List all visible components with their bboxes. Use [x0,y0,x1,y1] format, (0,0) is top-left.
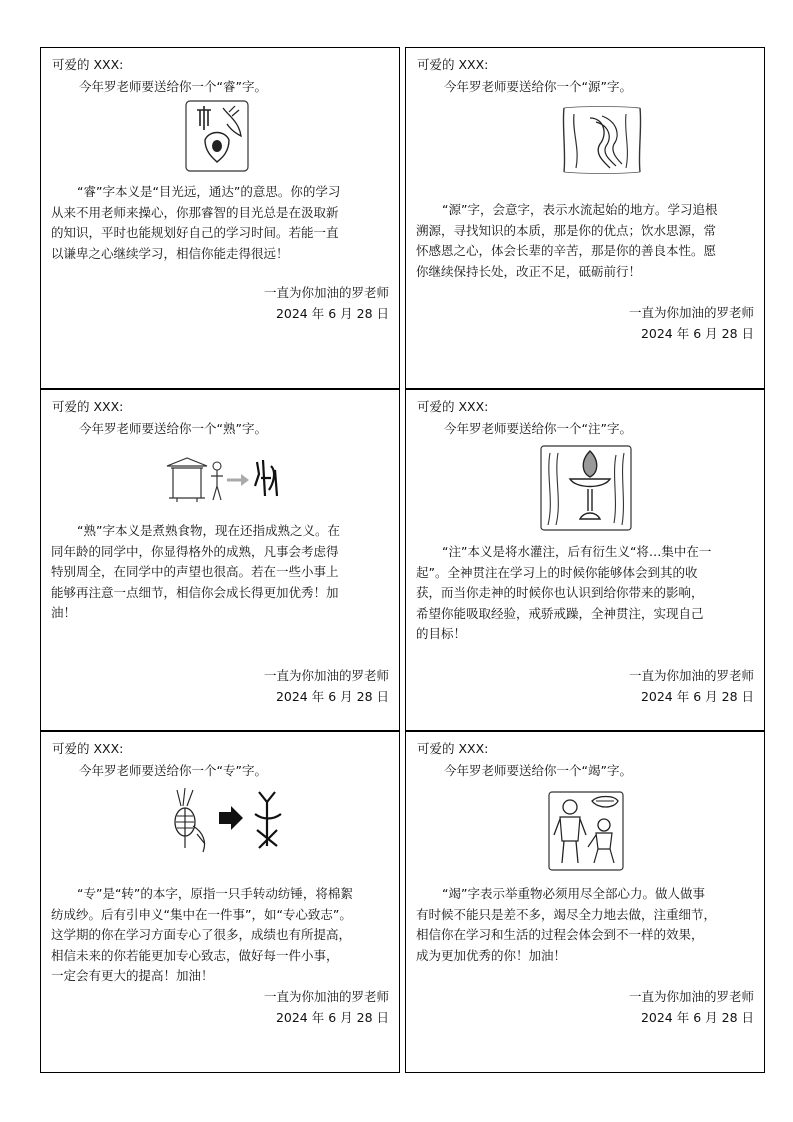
card-greeting: 可爱的 XXX: [417,57,489,72]
card-intro: 今年罗老师要送给你一个“注”字。 [444,421,632,436]
body-line: 纺成纱。后有引申义“集中在一件事”，如“专心致志”。 [51,906,352,922]
card-intro: 今年罗老师要送给你一个“熟”字。 [79,421,267,436]
card-signature-block [629,303,754,344]
date: 2024 年 6 月 28 日 [640,325,754,341]
card-signature-block [629,666,754,707]
card-body [51,521,391,624]
body-line: “熟”字本义是煮熟食物，现在还指成熟之义。在 [77,523,340,538]
body-line: 起”。全神贯注在学习上的时候你能够体会到其的收 [416,564,698,580]
card-signature-block [264,283,389,324]
card-intro: 今年罗老师要送给你一个“源”字。 [444,79,632,94]
body-line: 溯源，寻找知识的本质，那是你的优点；饮水思源，常 [416,222,717,238]
date: 2024 年 6 月 28 日 [640,1009,754,1025]
body-line: “注”本义是将水灌注，后有衍生义“将…集中在一 [442,544,712,559]
card-intro: 今年罗老师要送给你一个“竭”字。 [444,763,632,778]
body-line: “竭”字表示举重物必须用尽全部心力。做人做事 [442,886,705,901]
signature: 一直为你加油的罗老师 [628,989,754,1004]
letter-card-shu [40,389,400,731]
card-body [416,542,756,645]
card-body [416,200,756,282]
card-signature-block [264,987,389,1028]
body-line: 这学期的你在学习方面专心了很多，成绩也有所提高， [51,927,352,942]
date: 2024 年 6 月 28 日 [275,688,389,704]
card-intro: 今年罗老师要送给你一个“专”字。 [79,763,267,778]
body-line: 相信未来的你若能更加专心致志，做好每一件小事， [51,947,339,963]
letter-card-yuan [405,47,765,389]
letter-card-jie [405,731,765,1073]
date: 2024 年 6 月 28 日 [640,688,754,704]
body-line: “源”字，会意字，表示水流起始的地方。学习追根 [442,202,718,217]
body-line: 从来不用老师来操心，你那睿智的目光总是在汲取新 [51,204,339,220]
body-line: 成为更加优秀的你！加油！ [416,947,567,963]
body-line: “睿”字本义是“目光远，通达”的意思。你的学习 [77,184,341,199]
zhu-character-illustration [540,445,632,531]
date: 2024 年 6 月 28 日 [275,305,389,321]
signature: 一直为你加油的罗老师 [628,305,754,320]
card-signature-block [629,987,754,1028]
card-greeting: 可爱的 XXX: [52,741,124,756]
date: 2024 年 6 月 28 日 [275,1009,389,1025]
body-line: 一定会有更大的提高！加油！ [51,968,214,983]
body-line: 怀感恩之心，体会长辈的辛苦，那是你的善良本性。愿 [416,243,717,258]
body-line: 的目标！ [416,626,467,641]
body-line: 有时候不能只是差不多，竭尽全力地去做，注重细节， [416,906,717,922]
letter-card-rui [40,47,400,389]
card-greeting: 可爱的 XXX: [417,741,489,756]
card-intro: 今年罗老师要送给你一个“睿”字。 [79,79,267,94]
body-line: 你继续保持长处，改正不足，砥砺前行！ [416,263,642,279]
card-body [51,182,391,264]
letter-card-zhu [405,389,765,731]
signature: 一直为你加油的罗老师 [263,989,389,1004]
body-line: 获，而当你走神的时候你也认识到给你带来的影响， [416,585,704,600]
jie-character-illustration [548,791,624,871]
shu-character-illustration [165,456,283,504]
yuan-character-illustration [560,104,644,176]
rui-character-illustration [185,100,249,172]
card-greeting: 可爱的 XXX: [52,399,124,414]
body-line: 希望你能吸取经验，戒骄戒躁，全神贯注，实现自己 [416,605,704,621]
body-line: “专”是“转”的本字，原指一只手转动纺锤，将棉絮 [77,886,353,901]
signature: 一直为你加油的罗老师 [628,668,754,683]
body-line: 以谦卑之心继续学习，相信你能走得很远！ [51,245,289,261]
body-line: 油！ [51,605,77,620]
card-signature-block [264,666,389,707]
card-greeting: 可爱的 XXX: [417,399,489,414]
body-line: 的知识，平时也能规划好自己的学习时间。若能一直 [51,225,339,240]
card-body [51,884,391,987]
signature: 一直为你加油的罗老师 [263,668,389,683]
body-line: 能够再注意一点细节，相信你会成长得更加优秀！加 [51,584,339,600]
body-line: 同年龄的同学中，你显得格外的成熟，凡事会考虑得 [51,543,339,559]
signature: 一直为你加油的罗老师 [263,285,389,300]
body-line: 相信你在学习和生活的过程会体会到不一样的效果， [416,927,704,942]
body-line: 特别周全，在同学中的声望也很高。若在一些小事上 [51,564,339,579]
card-body [416,884,756,966]
zhuan-character-illustration [163,786,287,854]
letter-card-zhuan [40,731,400,1073]
card-greeting: 可爱的 XXX: [52,57,124,72]
